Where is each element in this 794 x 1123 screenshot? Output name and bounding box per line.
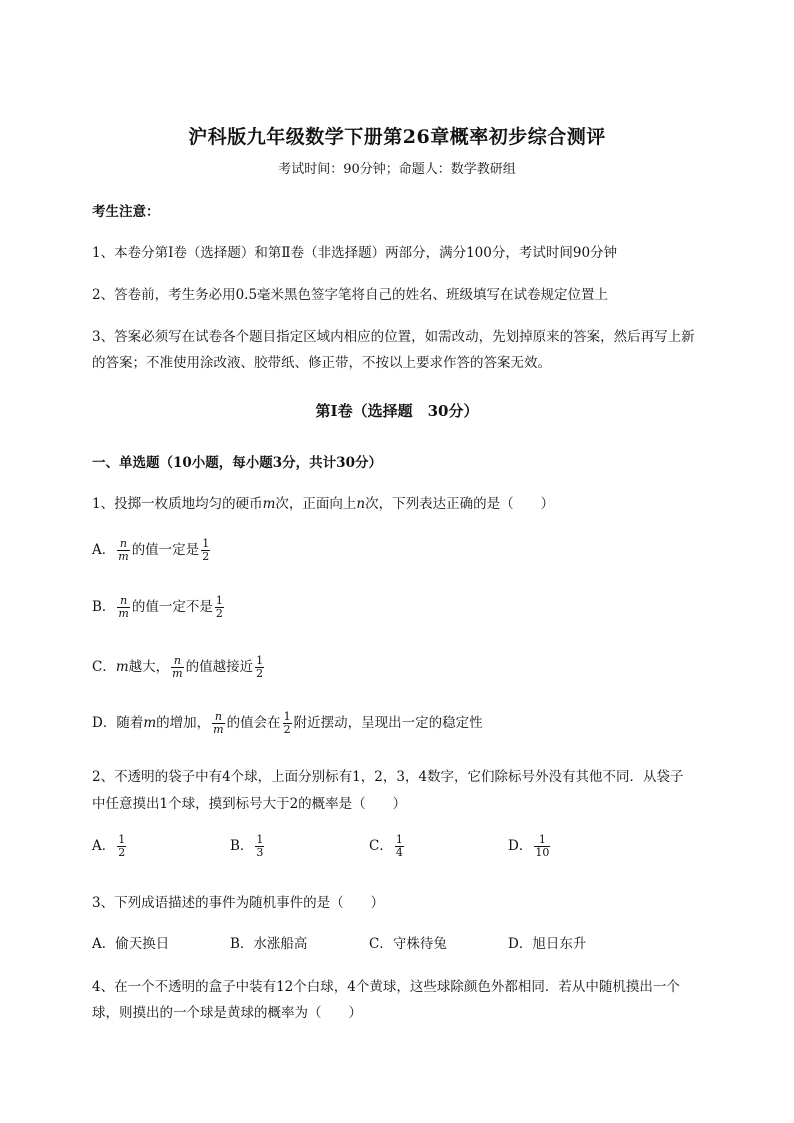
- question-3-stem: 3、下列成语描述的事件为随机事件的是（ ）: [92, 895, 385, 911]
- section-title: 第I卷（选择题 30分）: [315, 402, 479, 420]
- question-2-stem-line-2: 中任意摸出1个球，摸到标号大于2的概率是（ ）: [92, 796, 407, 812]
- part-title: 一、单选题（10小题，每小题3分，共计30分）: [92, 455, 382, 471]
- question-2-option-d: D． $\frac{1}{10}$: [508, 833, 550, 859]
- notice-item-3-cont: 的答案；不准使用涂改液、胶带纸、修正带，不按以上要求作答的答案无效。: [92, 355, 551, 371]
- notice-item-2: 2、答卷前，考生务必用0.5毫米黑色签字笔将自己的姓名、班级填写在试卷规定位置上: [92, 287, 609, 303]
- notice-item-3: 3、答案必须写在试卷各个题目指定区域内相应的位置，如需改动，先划掉原来的答案，然后再写上新: [92, 329, 695, 345]
- question-3-option-d: D．旭日东升: [508, 936, 587, 952]
- question-4-stem-line-1: 4、在一个不透明的盒子中装有12个白球，4个黄球，这些球除颜色外都相同．若从中随机摸出一个: [92, 979, 680, 995]
- fraction-n-over-m: $\frac{n}{m}$: [213, 710, 224, 736]
- question-1-stem: 1、投掷一枚质地均匀的硬币m次，正面向上n次，下列表达正确的是（ ）: [92, 496, 555, 512]
- question-4-stem-line-2: 球，则摸出的一个球是黄球的概率为（ ）: [92, 1005, 362, 1021]
- fraction-n-over-m: $\frac{n}{m}$: [118, 537, 129, 563]
- exam-subtitle: 考试时间：90分钟；命题人：数学教研组: [278, 162, 516, 177]
- question-2-option-a: A． $\frac{1}{2}$: [92, 833, 126, 859]
- question-1-option-d: D．随着m的增加， $\frac{n}{m}$ 的值会在 $\frac{1}{2}$ 附近摆动，呈现出一定的稳定性: [92, 710, 483, 736]
- page-title: 沪科版九年级数学下册第26章概率初步综合测评: [188, 126, 606, 148]
- fraction-one-half: $\frac{1}{2}$: [202, 537, 210, 563]
- fraction-one-half: $\frac{1}{2}$: [283, 710, 291, 736]
- question-2-option-c: C． $\frac{1}{4}$: [369, 833, 403, 859]
- fraction-n-over-m: $\frac{n}{m}$: [172, 654, 183, 680]
- question-1-option-b: B． $\frac{n}{m}$ 的值一定不是 $\frac{1}{2}$: [92, 594, 223, 620]
- fraction-one-half: $\frac{1}{2}$: [215, 594, 223, 620]
- question-2-stem-line-1: 2、不透明的袋子中有4个球，上面分别标有1，2，3，4数字，它们除标号外没有其他不同．从袋子: [92, 769, 684, 785]
- fraction-one-half: $\frac{1}{2}$: [256, 654, 264, 680]
- question-1-option-c: C．m越大， $\frac{n}{m}$ 的值越接近 $\frac{1}{2}$: [92, 654, 264, 680]
- notice-heading: 考生注意：: [92, 204, 160, 220]
- notice-item-1: 1、本卷分第I卷（选择题）和第Ⅱ卷（非选择题）两部分，满分100分，考试时间90分钟: [92, 245, 618, 261]
- question-3-option-b: B．水涨船高: [230, 936, 308, 952]
- question-1-option-a: A． $\frac{n}{m}$ 的值一定是 $\frac{1}{2}$: [92, 537, 210, 563]
- fraction-n-over-m: $\frac{n}{m}$: [118, 594, 129, 620]
- question-2-option-b: B． $\frac{1}{3}$: [230, 833, 264, 859]
- question-3-option-c: C．守株待兔: [369, 936, 447, 952]
- question-3-option-a: A．偷天换日: [92, 936, 170, 952]
